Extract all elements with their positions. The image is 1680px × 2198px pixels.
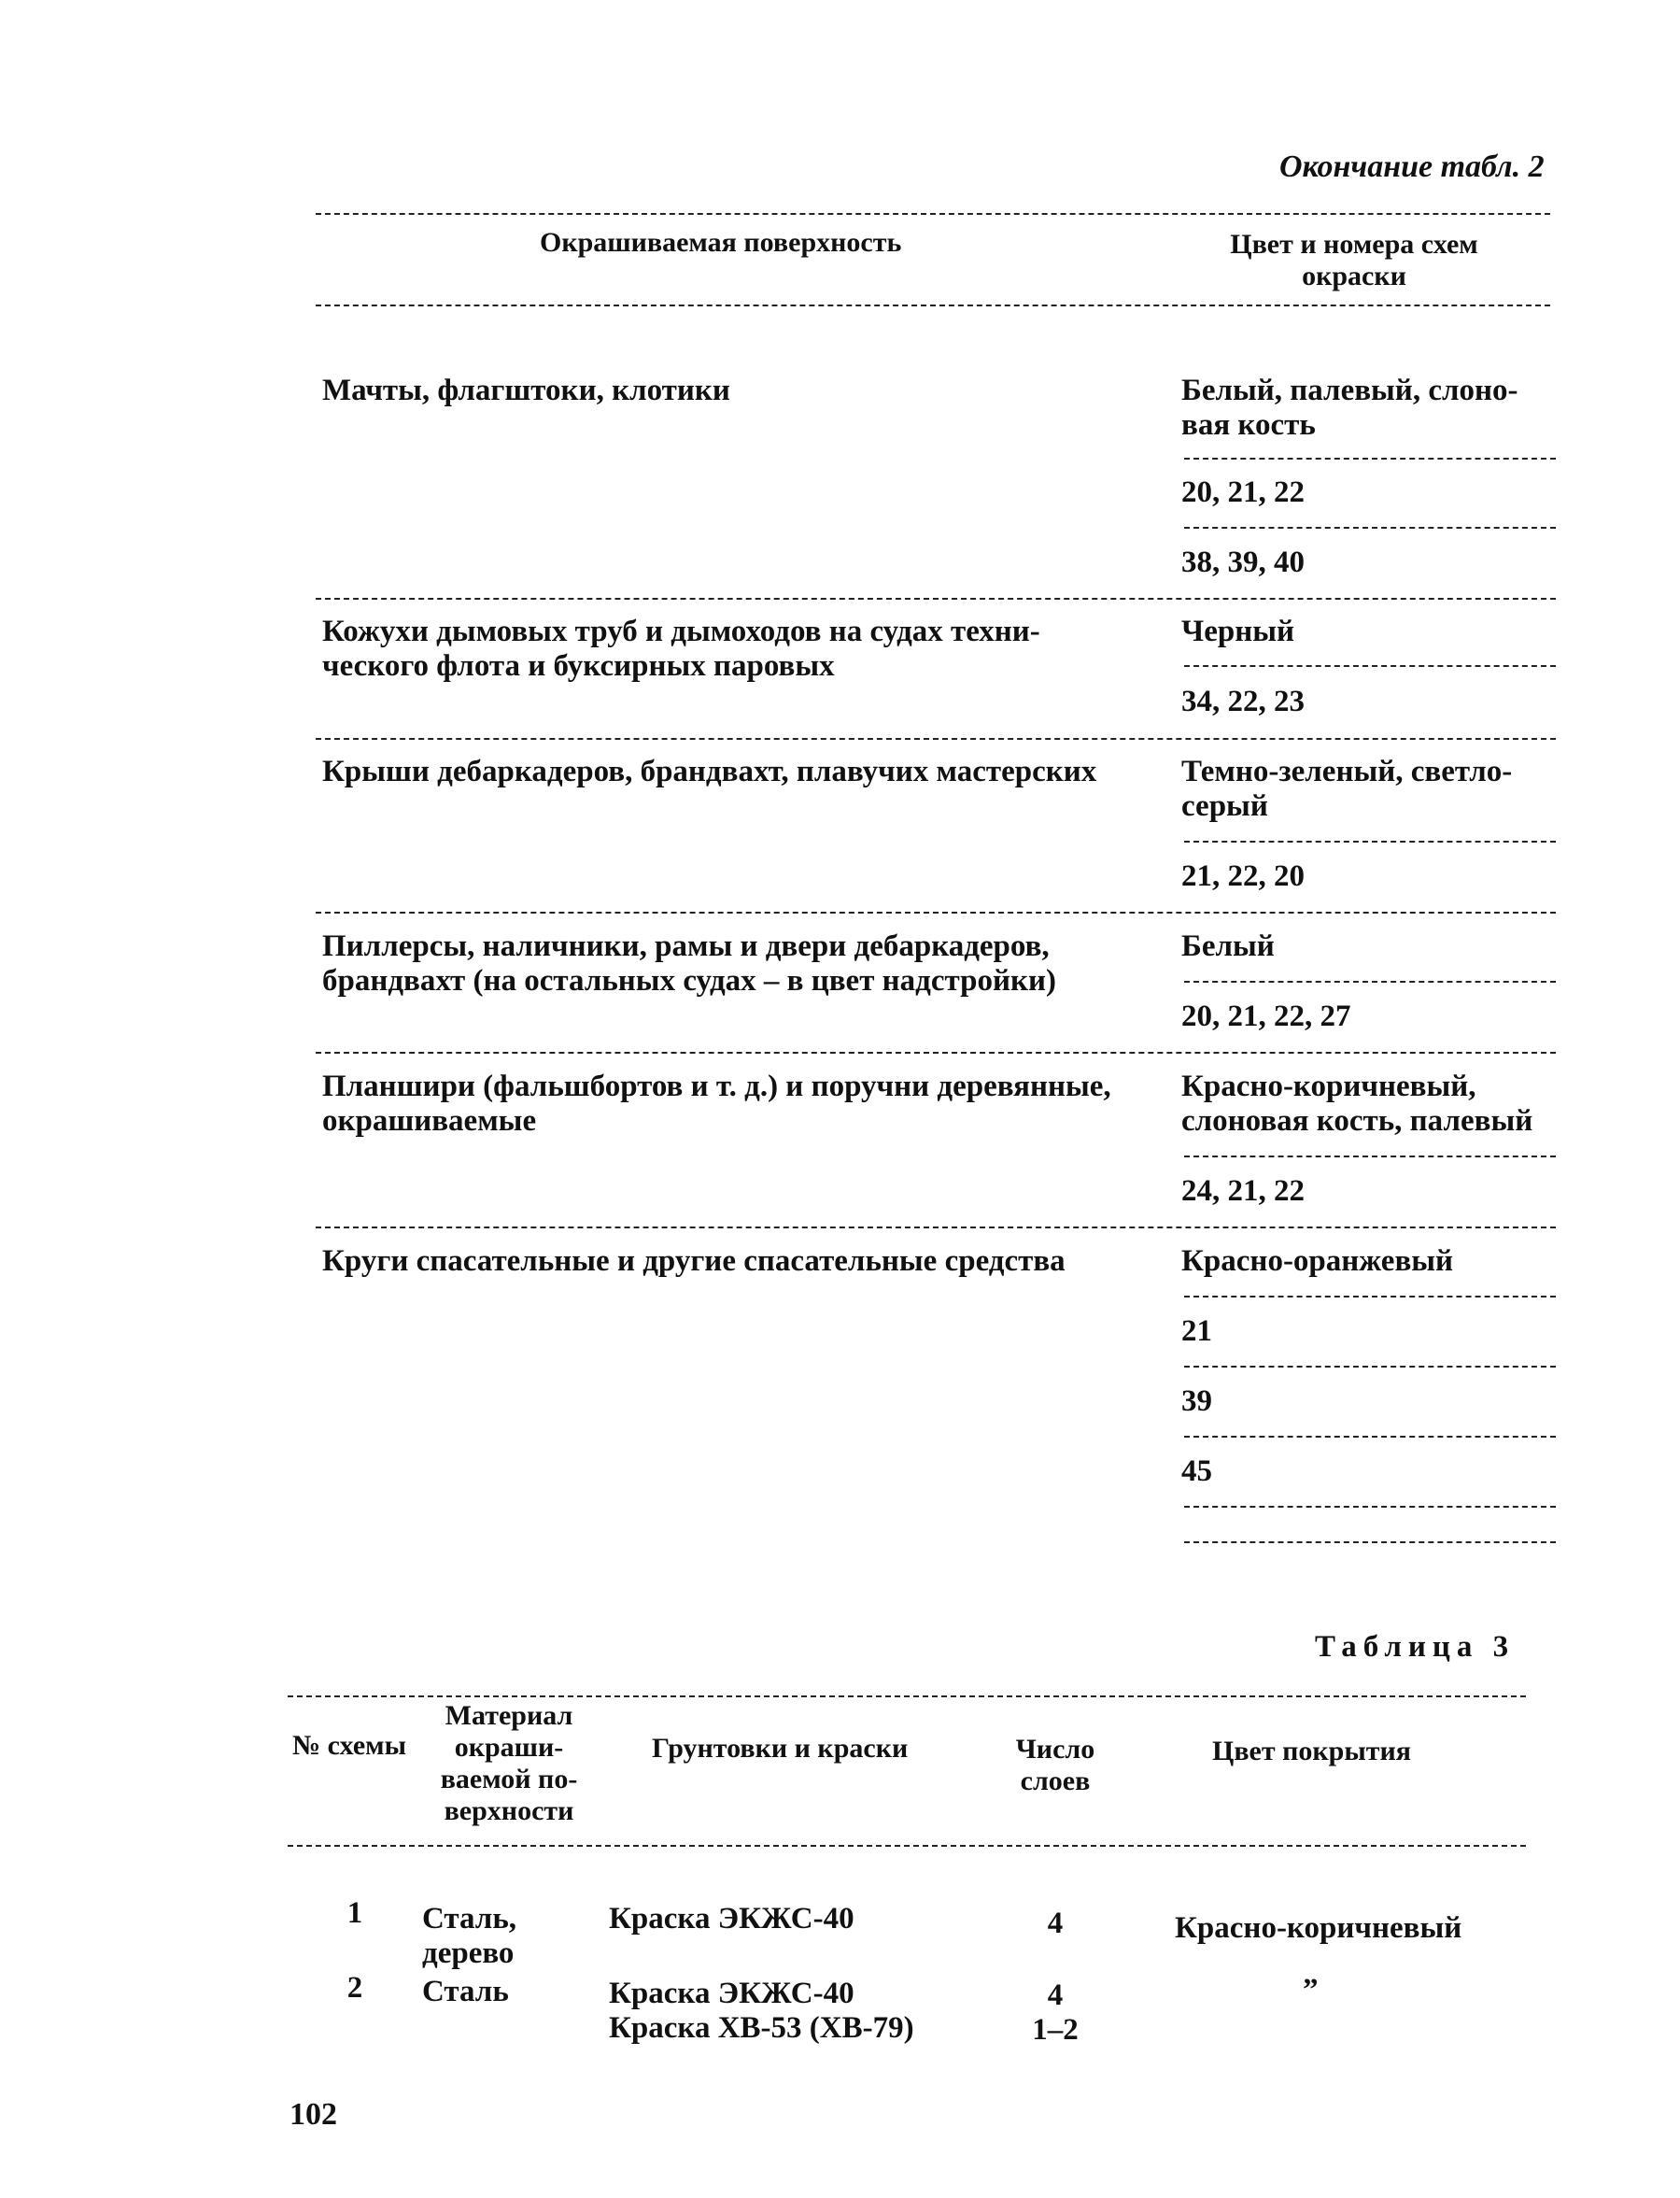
table2-row4-surface-1: Пиллерсы, наличники, рамы и двери дебаркадеров, bbox=[322, 929, 1050, 963]
table3-header-material-3: ваемой по- bbox=[440, 1764, 578, 1794]
table2-row2-scheme: 34, 22, 23 bbox=[1181, 685, 1305, 718]
table3-caption: Таблица 3 bbox=[1315, 1630, 1516, 1664]
table2-header-color-2: окраски bbox=[1302, 261, 1406, 291]
table2-row4-scheme: 20, 21, 22, 27 bbox=[1181, 1000, 1351, 1033]
table-continuation-caption: Окончание табл. 2 bbox=[1279, 149, 1545, 184]
table3-header-layers-2: слоев bbox=[1020, 1765, 1091, 1796]
table2-row3-sub-rule bbox=[1184, 841, 1556, 843]
table2-row1-color-2: вая кость bbox=[1181, 408, 1316, 442]
table2-row4-surface-2: брандвахт (на остальных судах – в цвет надстройки) bbox=[322, 964, 1057, 998]
table2-row5-scheme: 24, 21, 22 bbox=[1181, 1174, 1305, 1208]
table3-header-color: Цвет покрытия bbox=[1212, 1736, 1412, 1766]
table2-row2-color: Черный bbox=[1181, 615, 1295, 648]
table2-row6-sub-rule bbox=[1184, 1506, 1556, 1508]
table3-row2-material-1: Сталь bbox=[422, 1975, 509, 2008]
table2-row3-color-2: серый bbox=[1181, 789, 1268, 823]
table2-row5-color-2: слоновая кость, палевый bbox=[1181, 1104, 1533, 1138]
table3-header-rule bbox=[288, 1845, 1526, 1847]
table2-row5-surface-2: окрашиваемые bbox=[322, 1104, 537, 1138]
table3-row1-num: 1 bbox=[346, 1896, 363, 1930]
table2-header-color-1: Цвет и номера схем bbox=[1230, 229, 1478, 260]
table2-row3-color-1: Темно-зеленый, светло- bbox=[1181, 755, 1513, 788]
table3-row2-layers-2: 1–2 bbox=[1032, 2013, 1079, 2047]
table2-row6-color: Красно-оранжевый bbox=[1181, 1244, 1454, 1278]
table2-row-rule bbox=[316, 1227, 1556, 1228]
table2-row6-sub-rule bbox=[1184, 1296, 1556, 1298]
table2-row1-sub-rule bbox=[1184, 527, 1556, 529]
table2-row2-surface-1: Кожухи дымовых труб и дымоходов на судах техни- bbox=[322, 615, 1040, 648]
table2-row6-surface: Круги спасательные и другие спасательные средства bbox=[322, 1244, 1066, 1278]
table2-row5-color-1: Красно-коричневый, bbox=[1181, 1070, 1476, 1103]
table2-row-rule bbox=[316, 1052, 1556, 1054]
table2-row-rule bbox=[316, 912, 1556, 914]
table2-header-surface: Окрашиваемая поверхность bbox=[540, 227, 902, 258]
table2-row1-scheme-2: 38, 39, 40 bbox=[1181, 546, 1305, 579]
table3-row2-paint-2: Краска ХВ-53 (ХВ-79) bbox=[609, 2011, 914, 2045]
table3-header-material-2: окраши- bbox=[454, 1732, 564, 1763]
table3-header-paints: Грунтовки и краски bbox=[652, 1733, 909, 1764]
table2-row6-sub-rule bbox=[1184, 1436, 1556, 1438]
table3-header-scheme: № схемы bbox=[292, 1730, 406, 1761]
table3-top-rule bbox=[288, 1695, 1526, 1697]
table2-row6-scheme-1: 21 bbox=[1181, 1314, 1212, 1348]
table2-row1-color-1: Белый, палевый, слоно- bbox=[1181, 374, 1518, 407]
table3-row2-color-ditto: ” bbox=[1303, 1973, 1319, 2007]
table3-row1-layers-1: 4 bbox=[1047, 1907, 1064, 1940]
table2-row4-color: Белый bbox=[1181, 929, 1275, 963]
table2-row5-sub-rule bbox=[1184, 1156, 1556, 1157]
table2-row3-surface: Крыши дебаркадеров, брандвахт, плавучих мастерских bbox=[322, 755, 1097, 788]
table3-header-material-1: Материал bbox=[445, 1700, 573, 1731]
table2-row1-sub-rule bbox=[1184, 458, 1556, 460]
table2-row2-surface-2: ческого флота и буксирных паровых bbox=[322, 649, 835, 683]
table2-bottom-rule bbox=[1184, 1541, 1556, 1543]
table2-row6-sub-rule bbox=[1184, 1366, 1556, 1368]
table2-row6-scheme-2: 39 bbox=[1181, 1384, 1212, 1418]
table3-row2-paint-1: Краска ЭКЖС-40 bbox=[609, 1977, 854, 2010]
table2-header-rule bbox=[316, 305, 1550, 306]
table2-row6-scheme-3: 45 bbox=[1181, 1454, 1212, 1488]
table2-row3-scheme: 21, 22, 20 bbox=[1181, 859, 1305, 893]
table3-row1-paint-1: Краска ЭКЖС-40 bbox=[609, 1902, 854, 1936]
table3-row2-layers-1: 4 bbox=[1047, 1978, 1064, 2012]
table3-row1-material-1: Сталь, bbox=[422, 1902, 517, 1936]
table2-row-rule bbox=[316, 738, 1556, 740]
table3-header-material-4: верхности bbox=[444, 1795, 574, 1826]
table2-top-rule bbox=[316, 213, 1550, 215]
table3-row1-color: Красно-коричневый bbox=[1175, 1911, 1462, 1945]
table2-row4-sub-rule bbox=[1184, 981, 1556, 983]
table3-header-layers-1: Число bbox=[1015, 1734, 1095, 1765]
table2-row1-surface: Мачты, флагштоки, клотики bbox=[322, 374, 730, 407]
table2-row-rule bbox=[316, 598, 1556, 600]
table3-row2-num: 2 bbox=[346, 1971, 363, 2005]
page-number: 102 bbox=[289, 2097, 337, 2132]
table3-row1-material-2: дерево bbox=[422, 1936, 515, 1970]
table2-row1-scheme-1: 20, 21, 22 bbox=[1181, 475, 1305, 509]
table2-row5-surface-1: Планшири (фальшбортов и т. д.) и поручни деревянные, bbox=[322, 1070, 1111, 1103]
table2-row2-sub-rule bbox=[1184, 665, 1556, 667]
